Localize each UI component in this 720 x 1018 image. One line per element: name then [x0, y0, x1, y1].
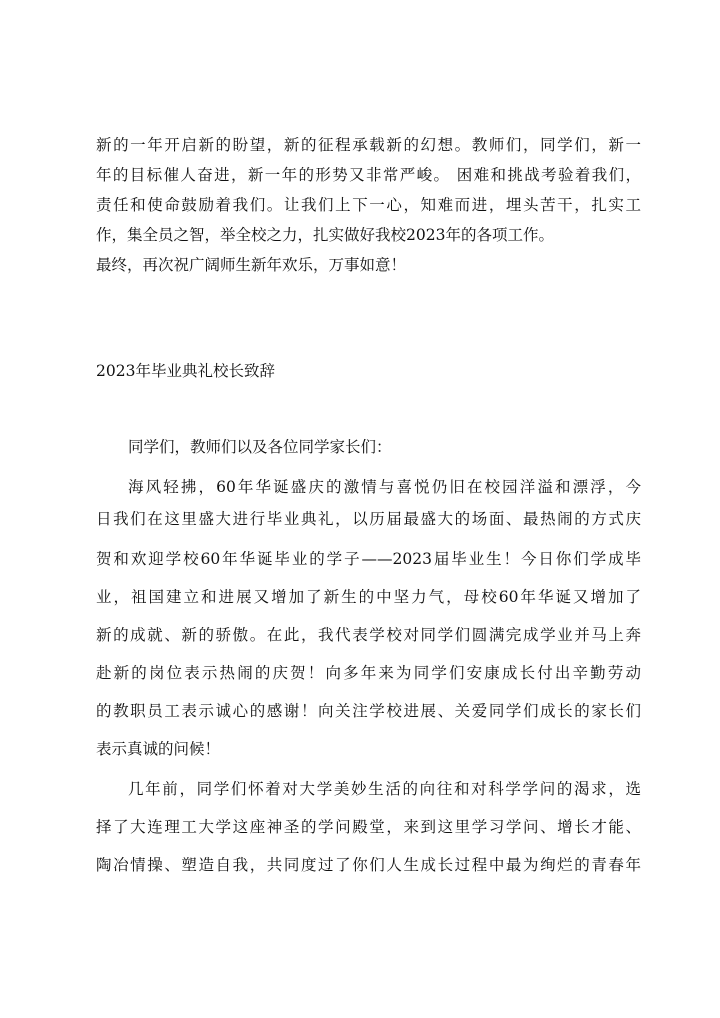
speech-paragraph-line: 赴新的岗位表示热闹的庆贺！向多年来为同学们安康成长付出辛勤劳动 — [96, 664, 641, 682]
speech-paragraph-line: 海风轻拂，60年华诞盛庆的激情与喜悦仍旧在校园洋溢和漂浮，今 — [128, 478, 641, 496]
closing-paragraph-line: 责任和使命鼓励着我们。让我们上下一心，知难而进，埋头苦干，扎实工 — [96, 196, 641, 214]
speech-salutation: 同学们，教师们以及各位同学家长们： — [128, 438, 392, 456]
closing-paragraph-line: 年的目标催人奋进，新一年的形势又非常严峻。 困难和挑战考验着我们， — [96, 166, 641, 184]
speech-paragraph-line: 业，祖国建立和进展又增加了新生的中坚力气，母校60年华诞又增加了 — [96, 588, 641, 606]
speech-paragraph-line: 陶冶情操、塑造自我，共同度过了你们人生成长过程中最为绚烂的青春年 — [96, 856, 641, 874]
speech-paragraph-line: 新的成就、新的骄傲。在此，我代表学校对同学们圆满完成学业并马上奔 — [96, 626, 641, 644]
speech-paragraph-line: 表示真诚的问候！ — [96, 740, 221, 758]
speech-paragraph-line: 择了大连理工大学这座神圣的学问殿堂，来到这里学习学问、增长才能、 — [96, 818, 641, 836]
closing-wish: 最终，再次祝广阔师生新年欢乐，万事如意！ — [96, 256, 407, 274]
speech-paragraph-line: 几年前，同学们怀着对大学美妙生活的向往和对科学学问的渴求，选 — [128, 780, 641, 798]
speech-paragraph-line: 的教职员工表示诚心的感谢！向关注学校进展、关爱同学们成长的家长们 — [96, 702, 641, 720]
section-title: 2023年毕业典礼校长致辞 — [96, 362, 275, 380]
closing-paragraph-line: 新的一年开启新的盼望，新的征程承载新的幻想。教师们，同学们，新一 — [96, 136, 641, 154]
closing-paragraph-line: 作，集全员之智，举全校之力，扎实做好我校2023年的各项工作。 — [96, 226, 554, 244]
speech-paragraph-line: 贺和欢迎学校60年华诞毕业的学子——2023届毕业生！今日你们学成毕 — [96, 550, 641, 568]
speech-paragraph-line: 日我们在这里盛大进行毕业典礼，以历届最盛大的场面、最热闹的方式庆 — [96, 510, 641, 528]
